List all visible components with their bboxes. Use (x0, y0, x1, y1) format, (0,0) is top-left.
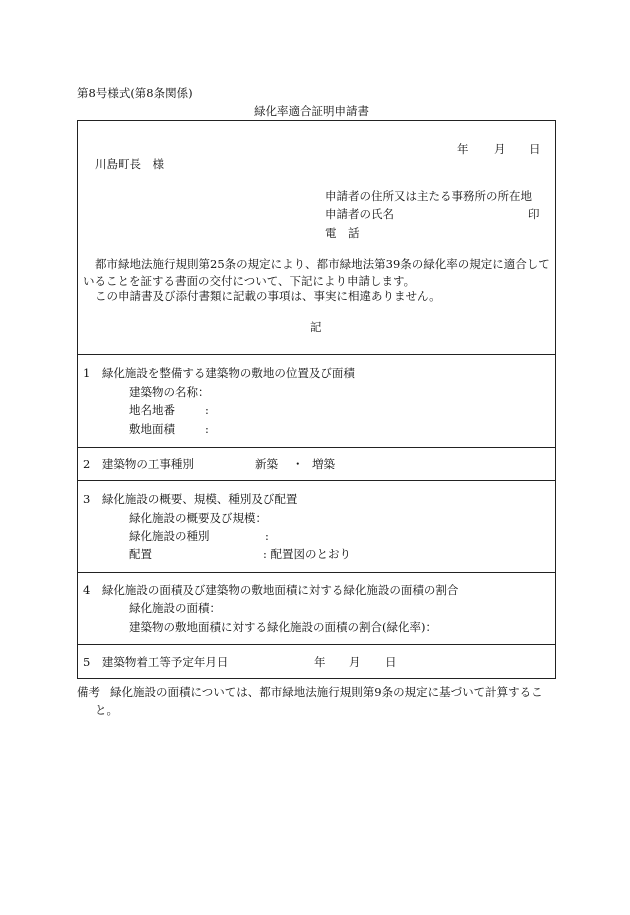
divider (78, 447, 555, 448)
applicant-address-label: 申請者の住所又は主たる事務所の所在地 (325, 189, 532, 203)
greening-type-colon: : (265, 529, 269, 543)
building-name-label: 建築物の名称： (129, 385, 210, 399)
date-day: 日 (529, 142, 541, 156)
ki-heading: 記 (310, 320, 322, 334)
start-date-month: 月 (349, 655, 361, 669)
remarks-label: 備考 (77, 685, 100, 699)
greening-area-label: 緑化施設の面積： (129, 601, 221, 615)
site-area-colon: : (205, 422, 209, 436)
body-line-1: 都市緑地法施行規則第25条の規定により、都市緑地法第39条の緑化率の規定に適合して (95, 257, 550, 271)
section-4-title: 4 緑化施設の面積及び建築物の敷地面積に対する緑化施設の面積の割合 (83, 583, 459, 597)
divider (78, 572, 555, 573)
remarks-line-2: と。 (95, 703, 118, 717)
addressee: 川島町長 様 (95, 157, 164, 171)
date-month: 月 (494, 142, 506, 156)
date-year: 年 (457, 142, 469, 156)
section-1-title: 1 緑化施設を整備する建築物の敷地の位置及び面積 (83, 366, 355, 380)
remarks-line-1: 緑化施設の面積については、都市緑地法施行規則第9条の規定に基づいて計算するこ (110, 685, 543, 699)
lot-number-colon: : (205, 403, 209, 417)
start-date-year: 年 (314, 655, 326, 669)
option-separator: ・ (292, 457, 304, 471)
section-5-title: 5 建築物着工等予定年月日 (83, 655, 229, 669)
option-extension: 増築 (312, 457, 335, 471)
form-number: 第8号様式(第8条関係) (77, 86, 193, 100)
site-area-label: 敷地面積 (129, 422, 175, 436)
greening-overview-label: 緑化施設の概要及び規模： (129, 511, 267, 525)
body-line-2: いることを証する書面の交付について、下記により申請します。 (83, 274, 416, 288)
layout-value: : 配置図のとおり (263, 547, 352, 561)
applicant-name-label: 申請者の氏名 (325, 207, 394, 221)
greening-type-label: 緑化施設の種別 (129, 529, 210, 543)
seal-mark: 印 (528, 207, 540, 221)
section-3-title: 3 緑化施設の概要、規模、種別及び配置 (83, 492, 298, 506)
layout-label: 配置 (129, 547, 152, 561)
divider (78, 480, 555, 481)
applicant-phone-label: 電 話 (325, 226, 360, 240)
section-2-title: 2 建築物の工事種別 (83, 457, 194, 471)
greening-ratio-label: 建築物の敷地面積に対する緑化施設の面積の割合(緑化率)： (129, 620, 437, 634)
form-title: 緑化率適合証明申請書 (254, 104, 369, 118)
divider (78, 644, 555, 645)
lot-number-label: 地名地番 (129, 403, 175, 417)
option-new-construction: 新築 (255, 457, 278, 471)
divider (78, 354, 555, 355)
start-date-day: 日 (385, 655, 397, 669)
body-line-3: この申請書及び添付書類に記載の事項は、事実に相違ありません。 (95, 289, 441, 303)
